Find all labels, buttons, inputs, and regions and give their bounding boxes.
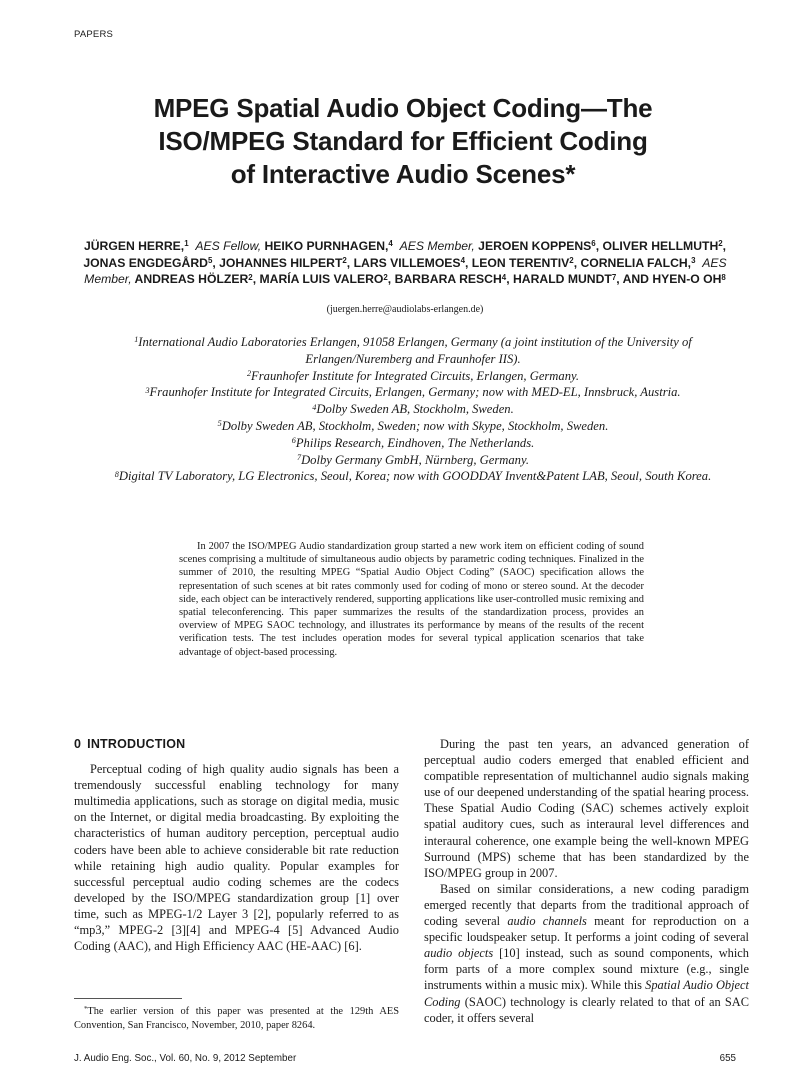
affiliation-item: $^1$International Audio Laboratories Erlangen, 91058 Erlangen, Germany (a joint institution of the University of Erlangen/Nuremberg and Fraunhofer IIS). xyxy=(134,335,692,366)
author-email[interactable]: (juergen.herre@audiolabs-erlangen.de) xyxy=(326,304,484,315)
affiliation-item: $^8$Digital TV Laboratory, LG Electronics, Seoul, Korea; now with GOODDAY Invent&Patent LAB, Seoul, South Korea. xyxy=(114,469,712,484)
footnote: *The earlier version of this paper was presented at the 129th AES Convention, San Francisco, November, 2010, paper 8264. xyxy=(74,1005,399,1031)
title-line: ISO/MPEG Standard for Efficient Coding xyxy=(158,126,648,156)
affiliation-list xyxy=(70,334,756,485)
title-line: of Interactive Audio Scenes* xyxy=(230,159,576,189)
page-number: 655 xyxy=(719,1053,736,1064)
affiliation-item: $^6$Philips Research, Eindhoven, The Netherlands. xyxy=(291,435,535,450)
affiliation-item: $^7$Dolby Germany GmbH, Nürnberg, Germany. xyxy=(296,452,530,467)
column-right xyxy=(424,736,749,1026)
affiliation-item: $^3$Fraunhofer Institute for Integrated Circuits, Erlangen, Germany; now with MED-EL, Innsbruck, Austria. xyxy=(145,385,681,400)
column-left xyxy=(74,736,399,954)
abstract: In 2007 the ISO/MPEG Audio standardization group started a new work item on efficient coding of sound scenes comprising a multitude of simultaneous audio objects by parametric coding techniques. Finalized in the summer of 2010, the resulting MPEG “Spatial Audio Object Coding” (SAOC) specification allows the representation of such scenes at bit rates commonly used for coding of mono or stereo sound. At the decoder side, each object can be interactively rendered, supporting applications like user-controlled music remixing and spatial teleconferencing. This paper summarizes the results of the standardization process, provides an overview of MPEG SAOC technology, and illustrates its performance by means of the results of the recent verification tests. The test includes operation modes for several typical application scenarios that take advantage of object-based processing. xyxy=(179,541,644,658)
title-line: MPEG Spatial Audio Object Coding—The xyxy=(153,93,653,123)
paragraph: Based on similar considerations, a new coding paradigm emerged recently that departs from the traditional approach of coding several audio channels meant for reproduction on a specific loudspeaker setup. It performs a joint coding of several audio objects [10] instead, such as sound components, which form parts of a more complex sound mixture (e.g., single instruments within a music mix). While this Spatial Audio Object Coding (SAOC) technology is clearly related to that of an SAC coder, it offers several xyxy=(424,881,750,1025)
affiliation-item: $^2$Fraunhofer Institute for Integrated Circuits, Erlangen, Germany. xyxy=(246,368,580,383)
section-heading: 0 INTRODUCTION xyxy=(74,737,186,751)
footnote-divider xyxy=(74,998,182,999)
paragraph: During the past ten years, an advanced generation of perceptual audio coders emerged that enabled efficient and compatible representation of multichannel audio signals making use of our deepened understanding of the spatial hearing process. These Spatial Audio Coding (SAC) schemes actively exploit spatial auditory cues, such as interaural level differences and interaural coherence, one example being the well-known MPEG Surround (MPS) scheme that has been standardized by the ISO/MPEG group in 2007. xyxy=(424,737,749,880)
author-list: JÜRGEN HERRE,$^1$ AES Fellow, HEIKO PURNHAGEN,$^4$ AES Member, JEROEN KOPPENS$^6$, OLIVER HELLMUTH$^2$, JONAS ENGDEGÅRD$^5$, JOHANNES HILPERT$^2$, LARS VILLEMOES$^4$, LEON TERENTIV$^2$, CORNELIA FALCH,$^3$ AES Member, ANDREAS HÖLZER$^2$, MARÍA LUIS VALERO$^2$, BARBARA RESCH$^4$, HARALD MUNDT$^7$, AND HYEN-O $OH^8$ xyxy=(83,239,727,287)
affiliation-item: $^5$Dolby Sweden AB, Stockholm, Sweden; now with Skype, Stockholm, Sweden. xyxy=(217,418,609,433)
paragraph: Perceptual coding of high quality audio signals has been a tremendously successful enabling technology for many multimedia applications, such as storage on digital media, music on the Internet, or digital media broadcasting. By exploiting the characteristics of human auditory perception, perceptual audio coders have been able to achieve considerable bit rate reduction while retaining high audio quality. Popular examples for successful perceptual audio coding schemes are the codecs developed by the ISO/MPEG standardization group [1] over time, such as MPEG-1/2 Layer 3 [2], popularly referred to as “mp3,” MPEG-2 [3][4] and MPEG-4 [5] Advanced Audio Coding (AAC), and High Efficiency AAC (HE-AAC) [6]. xyxy=(74,762,399,954)
affiliation-item: $^4$Dolby Sweden AB, Stockholm, Sweden. xyxy=(312,402,514,417)
journal-citation: J. Audio Eng. Soc., Vol. 60, No. 9, 2012 September xyxy=(74,1053,297,1064)
paper-title xyxy=(90,92,716,191)
section-label: PAPERS xyxy=(74,29,114,40)
